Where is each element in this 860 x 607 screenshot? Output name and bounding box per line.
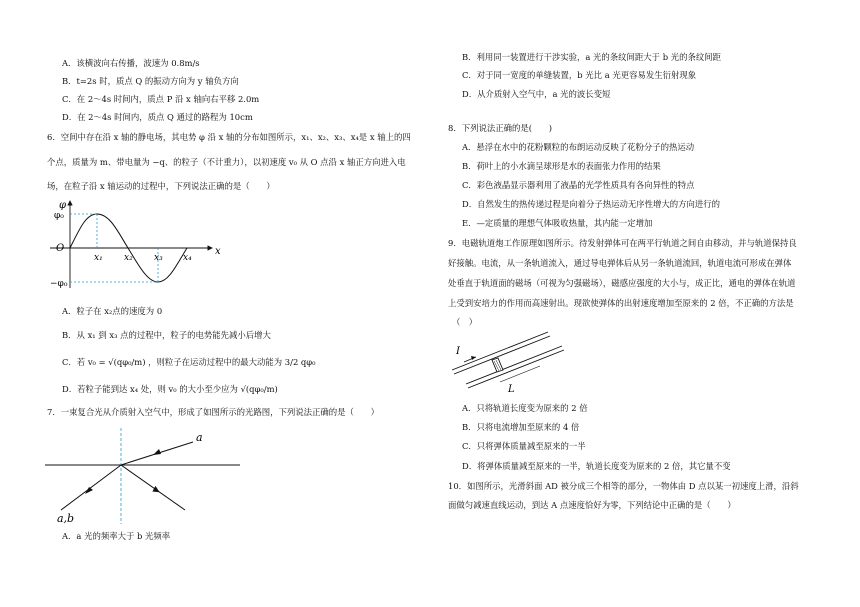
phi-axis-label: φ: [59, 200, 67, 211]
q9-stem-line-3: 处垂直于轨道面的磁场（可视为匀强磁场），磁感应强度的大小与，成正比，通电的弹体在轨道: [448, 278, 796, 288]
q7-stem: 7．一束复合光从介质射入空气中，形成了如图所示的光路图，下列说法正确的是（ ）: [47, 407, 379, 417]
q5-option-a: A．该横波向右传播，波速为 0.8m/s: [62, 58, 200, 68]
q7-option-b: B．利用同一装置进行干涉实验，a 光的条纹间距大于 b 光的条纹间距: [462, 52, 721, 62]
q10-stem-line-1: 10．如图所示，光滑斜面 AD 被分成三个相等的部分，一物体由 D 点以某一初速度上滑，沿斜: [448, 481, 799, 491]
x3-label: x₃: [154, 253, 163, 263]
q10-stem-line-2: 面做匀减速直线运动，到达 A 点速度恰好为零，下列结论中正确的是（ ）: [448, 500, 736, 510]
potential-graph-figure: [50, 198, 230, 290]
q8-option-c: C．彩色液晶显示器利用了液晶的光学性质具有各向异性的特点: [462, 180, 695, 190]
q9-option-b: B．只将电流增加至原来的 4 倍: [462, 422, 580, 432]
q8-stem: 8．下列说法正确的是( ): [448, 123, 552, 133]
q8-option-d: D．自然发生的热传递过程是向着分子热运动无序性增大的方向进行的: [462, 199, 720, 209]
q9-stem-line-5: （ ）: [452, 317, 478, 327]
q8-option-e: E．—定质量的理想气体吸收热量，其内能一定增加: [462, 218, 653, 228]
minus-phi0-label: −φ₀: [50, 279, 68, 289]
q6-stem-line-1: 6．空间中存在沿 x 轴的静电场，其电势 φ 沿 x 轴的分布如图所示，x₁、x₂、x₃、x₄是 x 轴上的四: [47, 132, 411, 142]
refraction-figure: [45, 428, 240, 524]
x2-label: x₂: [124, 253, 133, 263]
rail-lower-outer: [468, 350, 564, 388]
q7-option-c: C．对于同一宽度的单缝装置，b 光比 a 光更容易发生衍射现象: [462, 70, 697, 80]
ray-ab-label: a,b: [57, 512, 75, 524]
x-axis-label: x: [215, 246, 221, 257]
refracted-arrow: [153, 449, 161, 455]
phi0-label: φ₀: [54, 211, 64, 221]
q6-stem-line-2: 个点，质量为 m、带电量为 −q、的粒子（不计重力），以初速度 v₀ 从 O 点沿 x 轴正方向进入电: [47, 157, 406, 167]
q6-stem-line-3: 场，在粒子沿 x 轴运动的过程中，下列说法正确的是（ ）: [47, 181, 275, 191]
q7-option-d: D．从介质射入空气中，a 光的波长变短: [462, 89, 611, 99]
reflected-ray: [121, 465, 185, 510]
q9-stem-line-4: 上受到安培力的作用而高速射出。现欲使弹体的出射速度增加至原来的 2 倍，不正确的方法是: [448, 298, 794, 308]
q6-option-b: B．从 x₁ 到 x₃ 点的过程中，粒子的电势能先减小后增大: [62, 330, 271, 340]
x4-label: x₄: [183, 253, 192, 263]
q9-option-c: C．只将弹体质量减至原来的一半: [462, 441, 586, 451]
ray-a-label: a: [196, 431, 203, 444]
q9-stem-line-2: 好接触。电流，从一条轨道流入，通过导电弹体后从另一条轨道流回，轨道电流可形成在弹体: [448, 258, 792, 268]
q5-option-d: D．在 2～4s 时间内，质点 Q 通过的路程为 10cm: [62, 112, 253, 122]
q6-option-c: C．若 v₀ = √(qφ₀/m) ，则粒子在运动过程中的最大动能为 3/2 qφ₀: [62, 357, 316, 367]
incident-ray: [61, 465, 121, 510]
q6-option-d: D．若粒子能到达 x₄ 处，则 v₀ 的大小至少应为 √(qφ₀/m): [62, 384, 278, 394]
q5-option-b: B．t=2s 时，质点 Q 的振动方向为 y 轴负方向: [62, 76, 239, 86]
q9-option-d: D．将弹体质量减至原来的一半，轨道长度变为原来的 2 倍，其它量不变: [462, 461, 731, 471]
x1-label: x₁: [94, 253, 103, 263]
q8-option-b: B．荷叶上的小水滴呈球形是水的表面张力作用的结果: [462, 161, 661, 171]
railgun-figure: [450, 330, 585, 392]
reflected-arrow: [152, 485, 160, 493]
q6-option-a: A．粒子在 x₂点的速度为 0: [62, 306, 163, 316]
origin-label: O: [56, 243, 65, 254]
rail-lower-inner: [466, 346, 562, 384]
length-label: L: [508, 384, 515, 392]
current-arrowhead: [471, 356, 476, 360]
q9-stem-line-1: 9．电磁轨道炮工作原理如图所示。待发射弹体可在两平行轨道之间自由移动，并与轨道保持良: [448, 238, 797, 248]
projectile: [492, 358, 503, 372]
q7-option-a: A．a 光的频率大于 b 光频率: [62, 531, 171, 541]
q9-option-a: A．只将轨道长度变为原来的 2 倍: [462, 403, 588, 413]
q8-option-a: A．悬浮在水中的花粉颗粒的布朗运动反映了花粉分子的热运动: [462, 142, 695, 152]
current-label: I: [456, 346, 460, 357]
q5-option-c: C．在 2～4s 时间内，质点 P 沿 x 轴向右平移 2.0m: [62, 94, 260, 104]
